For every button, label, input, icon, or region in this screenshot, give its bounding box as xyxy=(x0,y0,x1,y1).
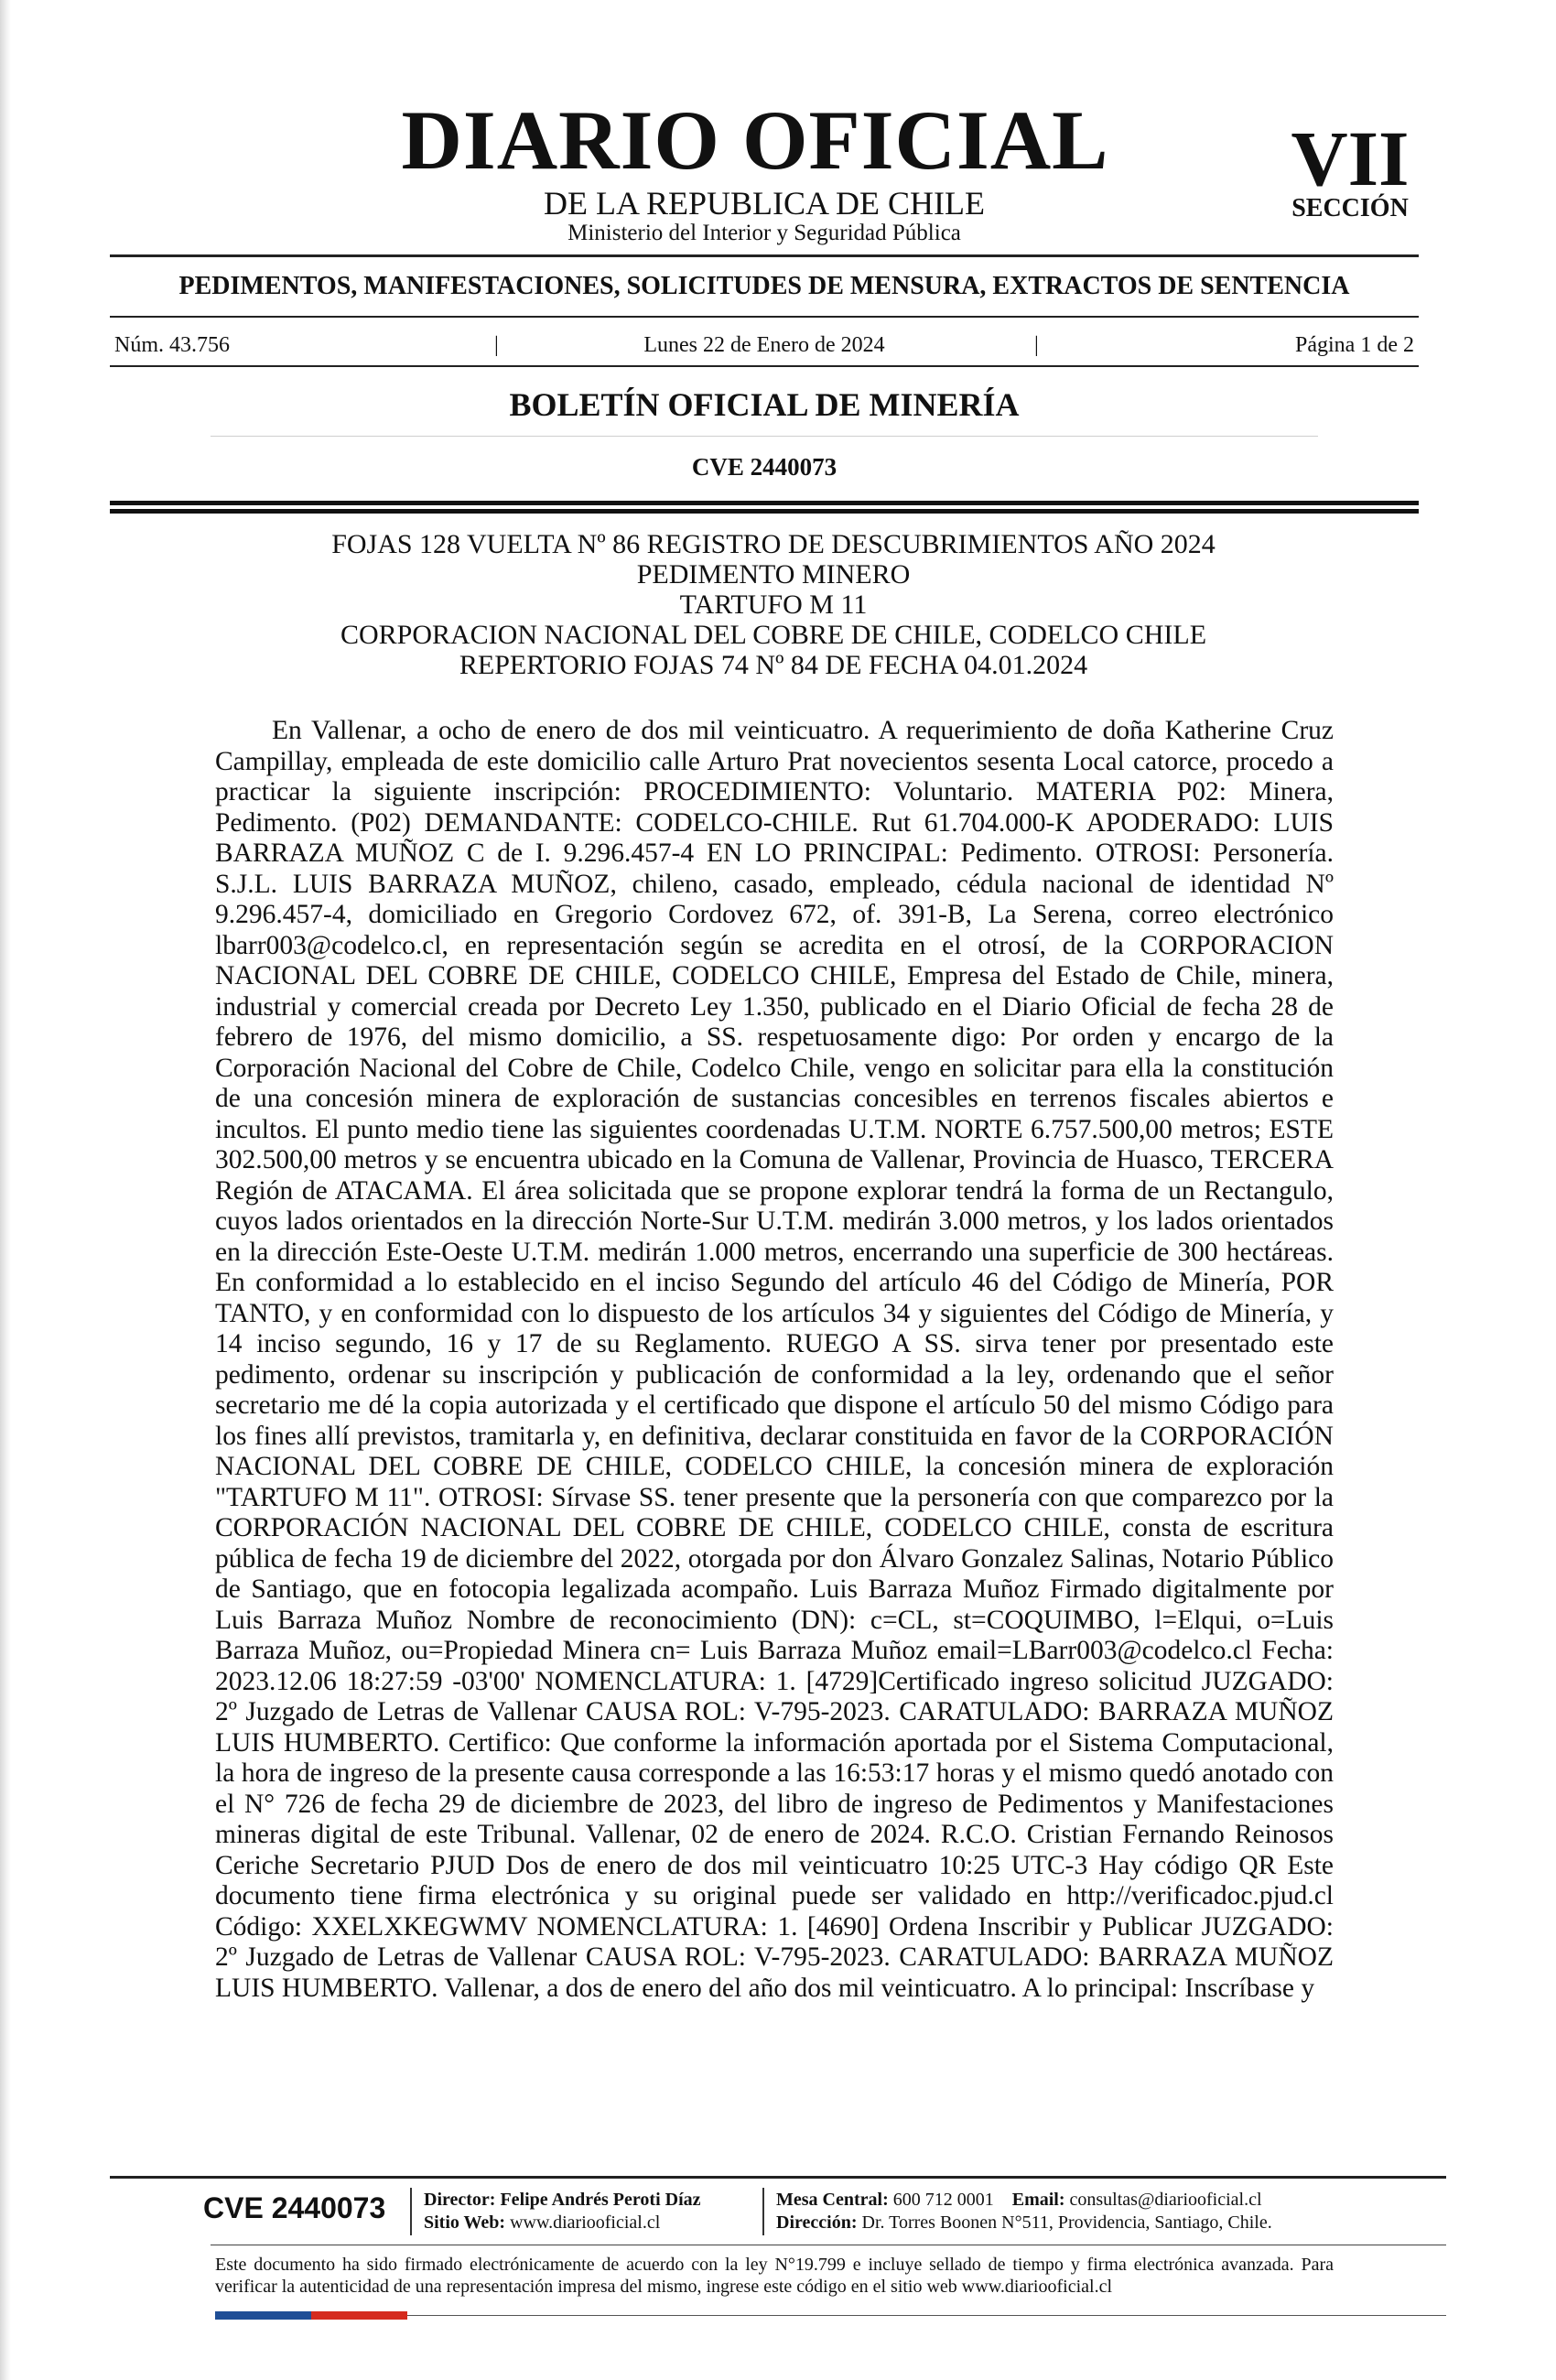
heading-line: PEDIMENTO MINERO xyxy=(636,559,911,590)
section-rule xyxy=(110,316,1419,318)
footer-contact-block xyxy=(776,2189,1272,2234)
newspaper-subtitle: DE LA REPUBLICA DE CHILE xyxy=(544,185,985,222)
heading-line: CORPORACION NACIONAL DEL COBRE DE CHILE, CODELCO CHILE xyxy=(340,620,1207,650)
masthead xyxy=(110,93,1419,245)
footer-rule xyxy=(110,2176,1446,2179)
cve-code: CVE 2440073 xyxy=(691,453,837,481)
website-label: Sitio Web: xyxy=(424,2212,506,2233)
footer-legal-notice: Este documento ha sido firmado electrónicamente de acuerdo con la ley N°19.799 e incluye sellado de tiempo y firma electrónica avanzada. Para verificar la autenticidad de una representación impresa del mismo, ingrese este código en el sitio web www.diariooficial.cl xyxy=(215,2255,1334,2297)
section-indicator xyxy=(1281,114,1419,222)
flag-color-bar xyxy=(215,2311,407,2320)
director-name: Felipe Andrés Peroti Díaz xyxy=(500,2190,701,2210)
flag-red-segment xyxy=(311,2311,407,2320)
heading-line: REPERTORIO FOJAS 74 Nº 84 DE FECHA 04.01.2024 xyxy=(459,650,1088,680)
address-label: Dirección: xyxy=(776,2212,858,2233)
email-label: Email: xyxy=(1011,2190,1065,2210)
issue-number: Núm. 43.756 xyxy=(114,333,230,357)
title-divider xyxy=(211,436,1318,437)
footer-divider xyxy=(410,2188,412,2235)
flag-blue-segment xyxy=(215,2311,311,2320)
issue-rule xyxy=(110,365,1419,367)
masthead-title-block xyxy=(110,93,1419,246)
notice-heading xyxy=(183,529,1364,680)
footer-divider xyxy=(762,2188,764,2235)
issue-separator: | xyxy=(494,333,499,357)
phone-label: Mesa Central: xyxy=(776,2190,889,2210)
phone-number: 600 712 0001 xyxy=(892,2190,994,2210)
notice-body: En Vallenar, a ocho de enero de dos mil veinticuatro. A requerimiento de doña Katherine Cruz Campillay, empleada de este domicilio calle Arturo Prat novecientos sesenta Local catorce, procedo a practicar la siguiente inscripción: PROCEDIMIENTO: Voluntario. MATERIA P02: Minera, Pedimento. (P02) DEMANDANTE: CODELCO-CHILE. Rut 61.704.000-K APODERADO: LUIS BARRAZA MUÑOZ C de I. 9.296.457-4 EN LO PRINCIPAL: Pedimento. OTROSI: Personería. S.J.L. LUIS BARRAZA MUÑOZ, chileno, casado, empleado, cédula nacional de identidad Nº 9.296.457-4, domiciliado en Gregorio Cordovez 672, of. 391-B, La Serena, correo electrónico lbarr003@codelco.cl, en representación según se acredita en el otrosí, de la CORPORACION NACIONAL DEL COBRE DE CHILE, CODELCO CHILE, Empresa del Estado de Chile, minera, industrial y comercial creada por Decreto Ley 1.350, publicado en el Diario Oficial de fecha 28 de febrero de 1976, del mismo domicilio, a SS. respetuosamente digo: Por orden y encargo de la Corporación Nacional del Cobre de Chile, Codelco Chile, vengo en solicitar para ella la constitución de una concesión minera de exploración de sustancias concesibles en terrenos fiscales abiertos e incultos. El punto medio tiene las siguientes coordenadas U.T.M. NORTE 6.757.500,00 metros; ESTE 302.500,00 metros y se encuentra ubicado en la Comuna de Vallenar, Provincia de Huasco, TERCERA Región de ATACAMA. El área solicitada que se propone explorar tendrá la forma de un Rectangulo, cuyos lados orientados en la dirección Norte-Sur U.T.M. medirán 3.000 metros, y los lados orientados en la dirección Este-Oeste U.T.M. medirán 1.000 metros, encerrando una superficie de 300 hectáreas. En conformidad a lo establecido en el inciso Segundo del artículo 46 del Código de Minería, POR TANTO, y en conformidad con lo dispuesto de los artículos 34 y siguientes del Código de Minería, y 14 inciso segundo, 16 y 17 de su Reglamento. RUEGO A SS. sirva tener por presentado este pedimento, ordenar su inscripción y publicación de conformidad a la ley, ordenando que el señor secretario me dé la copia autorizada y el certificado que dispone el artículo 50 del mismo Código para los fines allí previstos, tramitarla y, en definitiva, declarar constituida en favor de la CORPORACIÓN NACIONAL DEL COBRE DE CHILE, CODELCO CHILE, la concesión minera de exploración "TARTUFO M 11". OTROSI: Sírvase SS. tener presente que la personería con que comparezco por la CORPORACIÓN NACIONAL DEL COBRE DE CHILE, CODELCO CHILE, consta de escritura pública de fecha 19 de diciembre del 2022, otorgada por don Álvaro Gonzalez Salinas, Notario Público de Santiago, que en fotocopia legalizada acompaño. Luis Barraza Muñoz Firmado digitalmente por Luis Barraza Muñoz Nombre de reconocimiento (DN): c=CL, st=COQUIMBO, l=Elqui, o=Luis Barraza Muñoz, ou=Propiedad Minera cn= Luis Barraza Muñoz email=LBarr003@codelco.cl Fecha: 2023.12.06 18:27:59 -03'00' NOMENCLATURA: 1. [4729]Certificado ingreso solicitud JUZGADO: 2º Juzgado de Letras de Vallenar CAUSA ROL: V-795-2023. CARATULADO: BARRAZA MUÑOZ LUIS HUMBERTO. Certifico: Que conforme la información aportada por el Sistema Computacional, la hora de ingreso de la presente causa corresponde a las 16:53:17 horas y el mismo quedó anotado con el N° 726 de fecha 29 de diciembre de 2023, del libro de ingreso de Pedimentos y Manifestaciones mineras digital de este Tribunal. Vallenar, 02 de enero de 2024. R.C.O. Cristian Fernando Reinosos Ceriche Secretario PJUD Dos de enero de dos mil veinticuatro 10:25 UTC-3 Hay código QR Este documento tiene firma electrónica y su original puede ser validado en http://verificadoc.pjud.cl Código: XXELXKEGWMV NOMENCLATURA: 1. [4690] Ordena Inscribir y Publicar JUZGADO: 2º Juzgado de Letras de Vallenar CAUSA ROL: V-795-2023. CARATULADO: BARRAZA MUÑOZ LUIS HUMBERTO. Vallenar, a dos de enero del año dos mil veinticuatro. A lo principal: Inscríbase y xyxy=(215,716,1334,2003)
section-bar: PEDIMENTOS, MANIFESTACIONES, SOLICITUDES DE MENSURA, EXTRACTOS DE SENTENCIA xyxy=(178,272,1350,300)
masthead-rule xyxy=(110,254,1419,257)
director-label: Director: xyxy=(424,2190,496,2210)
email-link[interactable]: consultas@diariooficial.cl xyxy=(1069,2190,1262,2210)
website-link[interactable]: www.diariooficial.cl xyxy=(510,2212,661,2233)
issue-separator: | xyxy=(1034,333,1039,357)
ministry-line: Ministerio del Interior y Seguridad Pública xyxy=(567,221,961,245)
footer-cve-code: CVE 2440073 xyxy=(203,2191,386,2224)
issue-date: Lunes 22 de Enero de 2024 xyxy=(643,333,885,357)
header-rule-bottom xyxy=(110,509,1419,514)
section-number: VII xyxy=(1291,114,1410,202)
bulletin-title: BOLETÍN OFICIAL DE MINERÍA xyxy=(509,386,1020,423)
header-rule-top xyxy=(110,501,1419,505)
newspaper-title: DIARIO OFICIAL xyxy=(401,93,1109,187)
page-indicator: Página 1 de 2 xyxy=(1295,333,1414,357)
heading-line: FOJAS 128 VUELTA Nº 86 REGISTRO DE DESCUBRIMIENTOS AÑO 2024 xyxy=(331,529,1216,559)
address-value: Dr. Torres Boonen N°511, Providencia, Santiago, Chile. xyxy=(861,2212,1272,2233)
section-label: SECCIÓN xyxy=(1291,194,1409,222)
issue-info-row xyxy=(114,331,1414,359)
footer-director-block xyxy=(424,2189,701,2234)
footer-bottom-rule xyxy=(407,2315,1446,2316)
heading-line: TARTUFO M 11 xyxy=(679,590,868,620)
page-edge-shadow xyxy=(0,0,11,2380)
